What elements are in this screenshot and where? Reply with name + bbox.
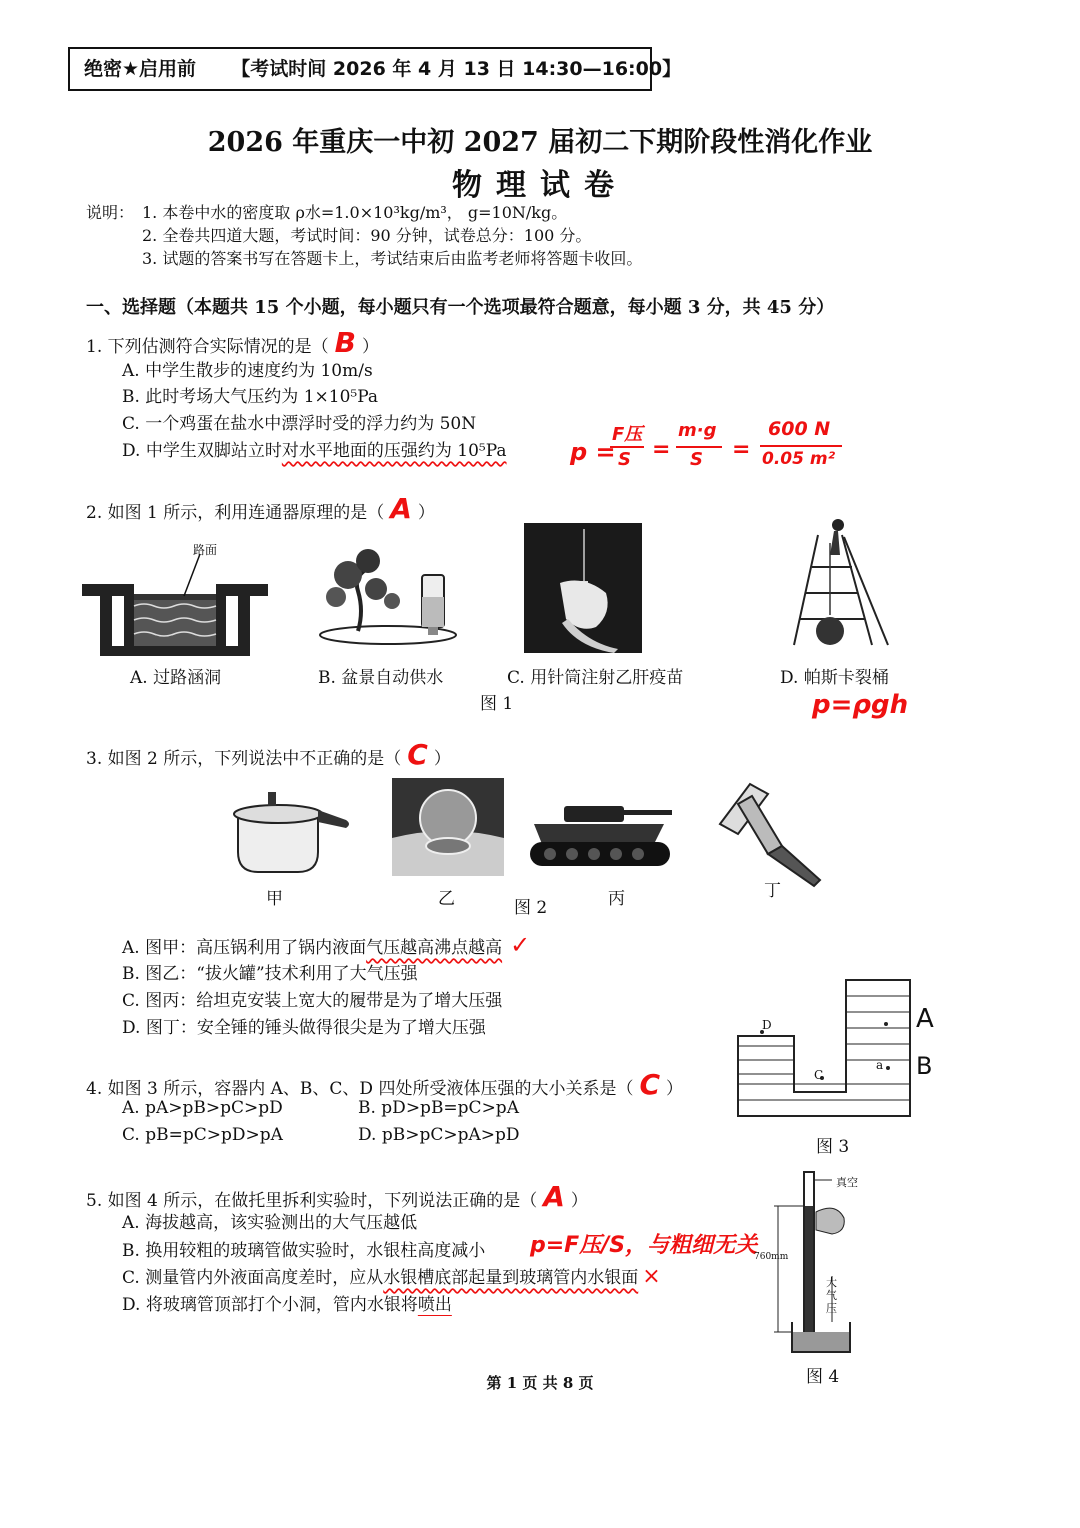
q5-option-d xyxy=(122,1290,452,1315)
q3-option-a xyxy=(122,931,530,959)
q1-note-f: F压 xyxy=(612,424,643,445)
subject-title: 物理试卷 xyxy=(452,168,628,203)
q1-answer: B xyxy=(334,326,356,359)
q3-answer: C xyxy=(407,738,428,771)
q1-note-bar2 xyxy=(676,446,722,448)
culvert-figure xyxy=(80,540,270,660)
pascal-barrel-figure xyxy=(788,515,898,655)
fig3-label: 图 3 xyxy=(816,1137,850,1157)
q5-option-a: A. 海拔越高，该实验测出的大气压越低 xyxy=(122,1213,418,1233)
safety-hammer-figure xyxy=(716,776,826,886)
q3-check-mark: ✓ xyxy=(510,931,531,959)
q1-option-d xyxy=(122,436,507,461)
q2-close: ） xyxy=(417,503,435,523)
pressure-cooker-figure xyxy=(228,786,354,876)
q3-stem-text: 3. 如图 2 所示，下列说法中不正确的是（ xyxy=(86,749,402,769)
q3-option-b: B. 图乙：“拔火罐”技术利用了大气压强 xyxy=(122,964,418,984)
q4-stem xyxy=(86,1068,683,1101)
note-2: 2. 全卷共四道大题，考试时间：90 分钟，试卷总分：100 分。 xyxy=(142,226,592,245)
q1-note-bar3 xyxy=(760,445,842,447)
q3-option-a-underlined: 气压越高沸点越高 xyxy=(366,938,503,958)
q3-option-d: D. 图丁：安全锤的锤头做得很尖是为了增大压强 xyxy=(122,1018,486,1038)
tank-figure xyxy=(528,798,676,870)
exam-time: 【考试时间 2026 年 4 月 13 日 14:30—16:00】 xyxy=(231,58,682,80)
note-3: 3. 试题的答案书写在答题卡上，考试结束后由监考老师将答题卡收回。 xyxy=(142,249,643,268)
fig3-point-c: C xyxy=(814,1068,824,1082)
fig2-label: 图 2 xyxy=(514,898,548,918)
q4-option-c: C. pB=pC>pD>pA xyxy=(122,1125,283,1145)
fig1-caption-a: A. 过路涵洞 xyxy=(130,668,222,688)
fig3-label-b: B xyxy=(916,1052,933,1080)
note-1: 1. 本卷中水的密度取 ρ水=1.0×10³kg/m³， g=10N/kg。 xyxy=(142,203,568,222)
q5-close: ） xyxy=(570,1191,588,1211)
q2-answer: A xyxy=(390,492,412,525)
q1-note-p: p = xyxy=(570,438,616,466)
q3-option-c: C. 图丙：给坦克安装上宽大的履带是为了增大压强 xyxy=(122,991,503,1011)
q5-answer: A xyxy=(543,1180,565,1213)
q4-close: ） xyxy=(666,1079,684,1099)
q1-option-d-underlined: 对水平地面的压强约为 10⁵Pa xyxy=(281,441,507,461)
q5-option-b: B. 换用较粗的玻璃管做实验时，水银柱高度减小 xyxy=(122,1241,486,1261)
q1-note-s2: S xyxy=(690,449,703,470)
q3-option-a-text: A. 图甲：高压锅利用了锅内液面 xyxy=(122,938,367,958)
torricelli-figure xyxy=(770,1166,870,1362)
q2-stem-text: 2. 如图 1 所示，利用连通器原理的是（ xyxy=(86,503,385,523)
q5-option-c-underlined: 水银槽底部起量到玻璃管内水银面 xyxy=(383,1268,639,1288)
q1-option-c: C. 一个鸡蛋在盐水中漂浮时受的浮力约为 50N xyxy=(122,414,477,434)
fig3-point-small-a: a xyxy=(876,1058,884,1072)
fig3-label-a: A xyxy=(916,1004,934,1034)
q4-option-b: B. pD>pB=pC>pA xyxy=(358,1098,519,1118)
road-label: 路面 xyxy=(193,543,218,557)
fig1-caption-c: C. 用针筒注射乙肝疫苗 xyxy=(507,668,684,688)
q5-option-d-underlined: 喷出 xyxy=(417,1295,452,1315)
q5-option-d-text: D. 将玻璃管顶部打个小洞，管内水银将 xyxy=(122,1295,418,1315)
q1-stem-text: 1. 下列估测符合实际情况的是（ xyxy=(86,337,329,357)
q4-option-a: A. pA>pB>pC>pD xyxy=(122,1098,283,1118)
syringe-figure xyxy=(524,523,642,653)
notes-label: 说明： xyxy=(86,203,135,222)
confidential-box xyxy=(68,47,682,91)
q2-note: p=ρgh xyxy=(812,690,909,720)
container-figure xyxy=(736,976,916,1116)
fig1-label: 图 1 xyxy=(480,694,514,714)
q5-option-c-text: C. 测量管内外液面高度差时，应从 xyxy=(122,1268,384,1288)
fig1-caption-b: B. 盆景自动供水 xyxy=(318,668,444,688)
q2-stem xyxy=(86,492,435,525)
q5-stem-text: 5. 如图 4 所示，在做托里拆利实验时，下列说法正确的是（ xyxy=(86,1191,538,1211)
fig4-air-label: 大气压 xyxy=(826,1276,837,1315)
q1-note-s: S xyxy=(618,449,631,470)
fig1-caption-d: D. 帕斯卡裂桶 xyxy=(780,668,889,688)
fig4-label: 图 4 xyxy=(806,1367,840,1387)
q1-option-a: A. 中学生散步的速度约为 10m/s xyxy=(122,361,373,381)
q1-note-eq: = xyxy=(652,437,671,462)
fig2-bing: 丙 xyxy=(608,889,625,909)
q1-stem xyxy=(86,326,379,359)
fig4-vacuum-label: 真空 xyxy=(836,1176,858,1189)
confidential-label: 绝密★启用前 xyxy=(84,58,197,80)
q1-note-n: 600 N xyxy=(768,418,831,440)
q4-stem-text: 4. 如图 3 所示，容器内 A、B、C、D 四处所受液体压强的大小关系是（ xyxy=(86,1079,634,1099)
fig2-jia: 甲 xyxy=(266,889,283,909)
fig2-yi: 乙 xyxy=(438,889,455,909)
q1-option-d-text: D. 中学生双脚站立时 xyxy=(122,441,282,461)
q1-note-a: 0.05 m² xyxy=(762,449,836,469)
q1-option-b: B. 此时考场大气压约为 1×10⁵Pa xyxy=(122,387,379,407)
page-footer: 第 1 页 共 8 页 xyxy=(486,1374,594,1392)
page-title: 2026 年重庆一中初 2027 届初二下期阶段性消化作业 xyxy=(207,127,873,158)
fig4-height-label: 760mm xyxy=(754,1252,789,1262)
q3-close: ） xyxy=(433,749,451,769)
fig3-point-d: D xyxy=(762,1018,772,1032)
section-heading: 一、选择题（本题共 15 个小题，每小题只有一个选项最符合题意，每小题 3 分，共 45 分） xyxy=(86,297,835,318)
q1-note-eq2: = xyxy=(732,437,751,462)
q5-option-c xyxy=(122,1263,661,1289)
fig2-ding: 丁 xyxy=(764,881,781,901)
q1-note-mg: m·g xyxy=(678,420,717,441)
q4-option-d: D. pB>pC>pA>pD xyxy=(358,1125,520,1145)
q5-b-note: p=F压/S，与粗细无关 xyxy=(530,1233,758,1258)
q3-stem xyxy=(86,738,451,771)
bonsai-figure xyxy=(318,545,473,655)
q5-cross-mark: × xyxy=(642,1264,661,1289)
q4-answer: C xyxy=(639,1068,661,1101)
cupping-figure xyxy=(392,778,504,876)
q1-close: ） xyxy=(361,337,379,357)
q1-note-bar1 xyxy=(610,446,644,448)
